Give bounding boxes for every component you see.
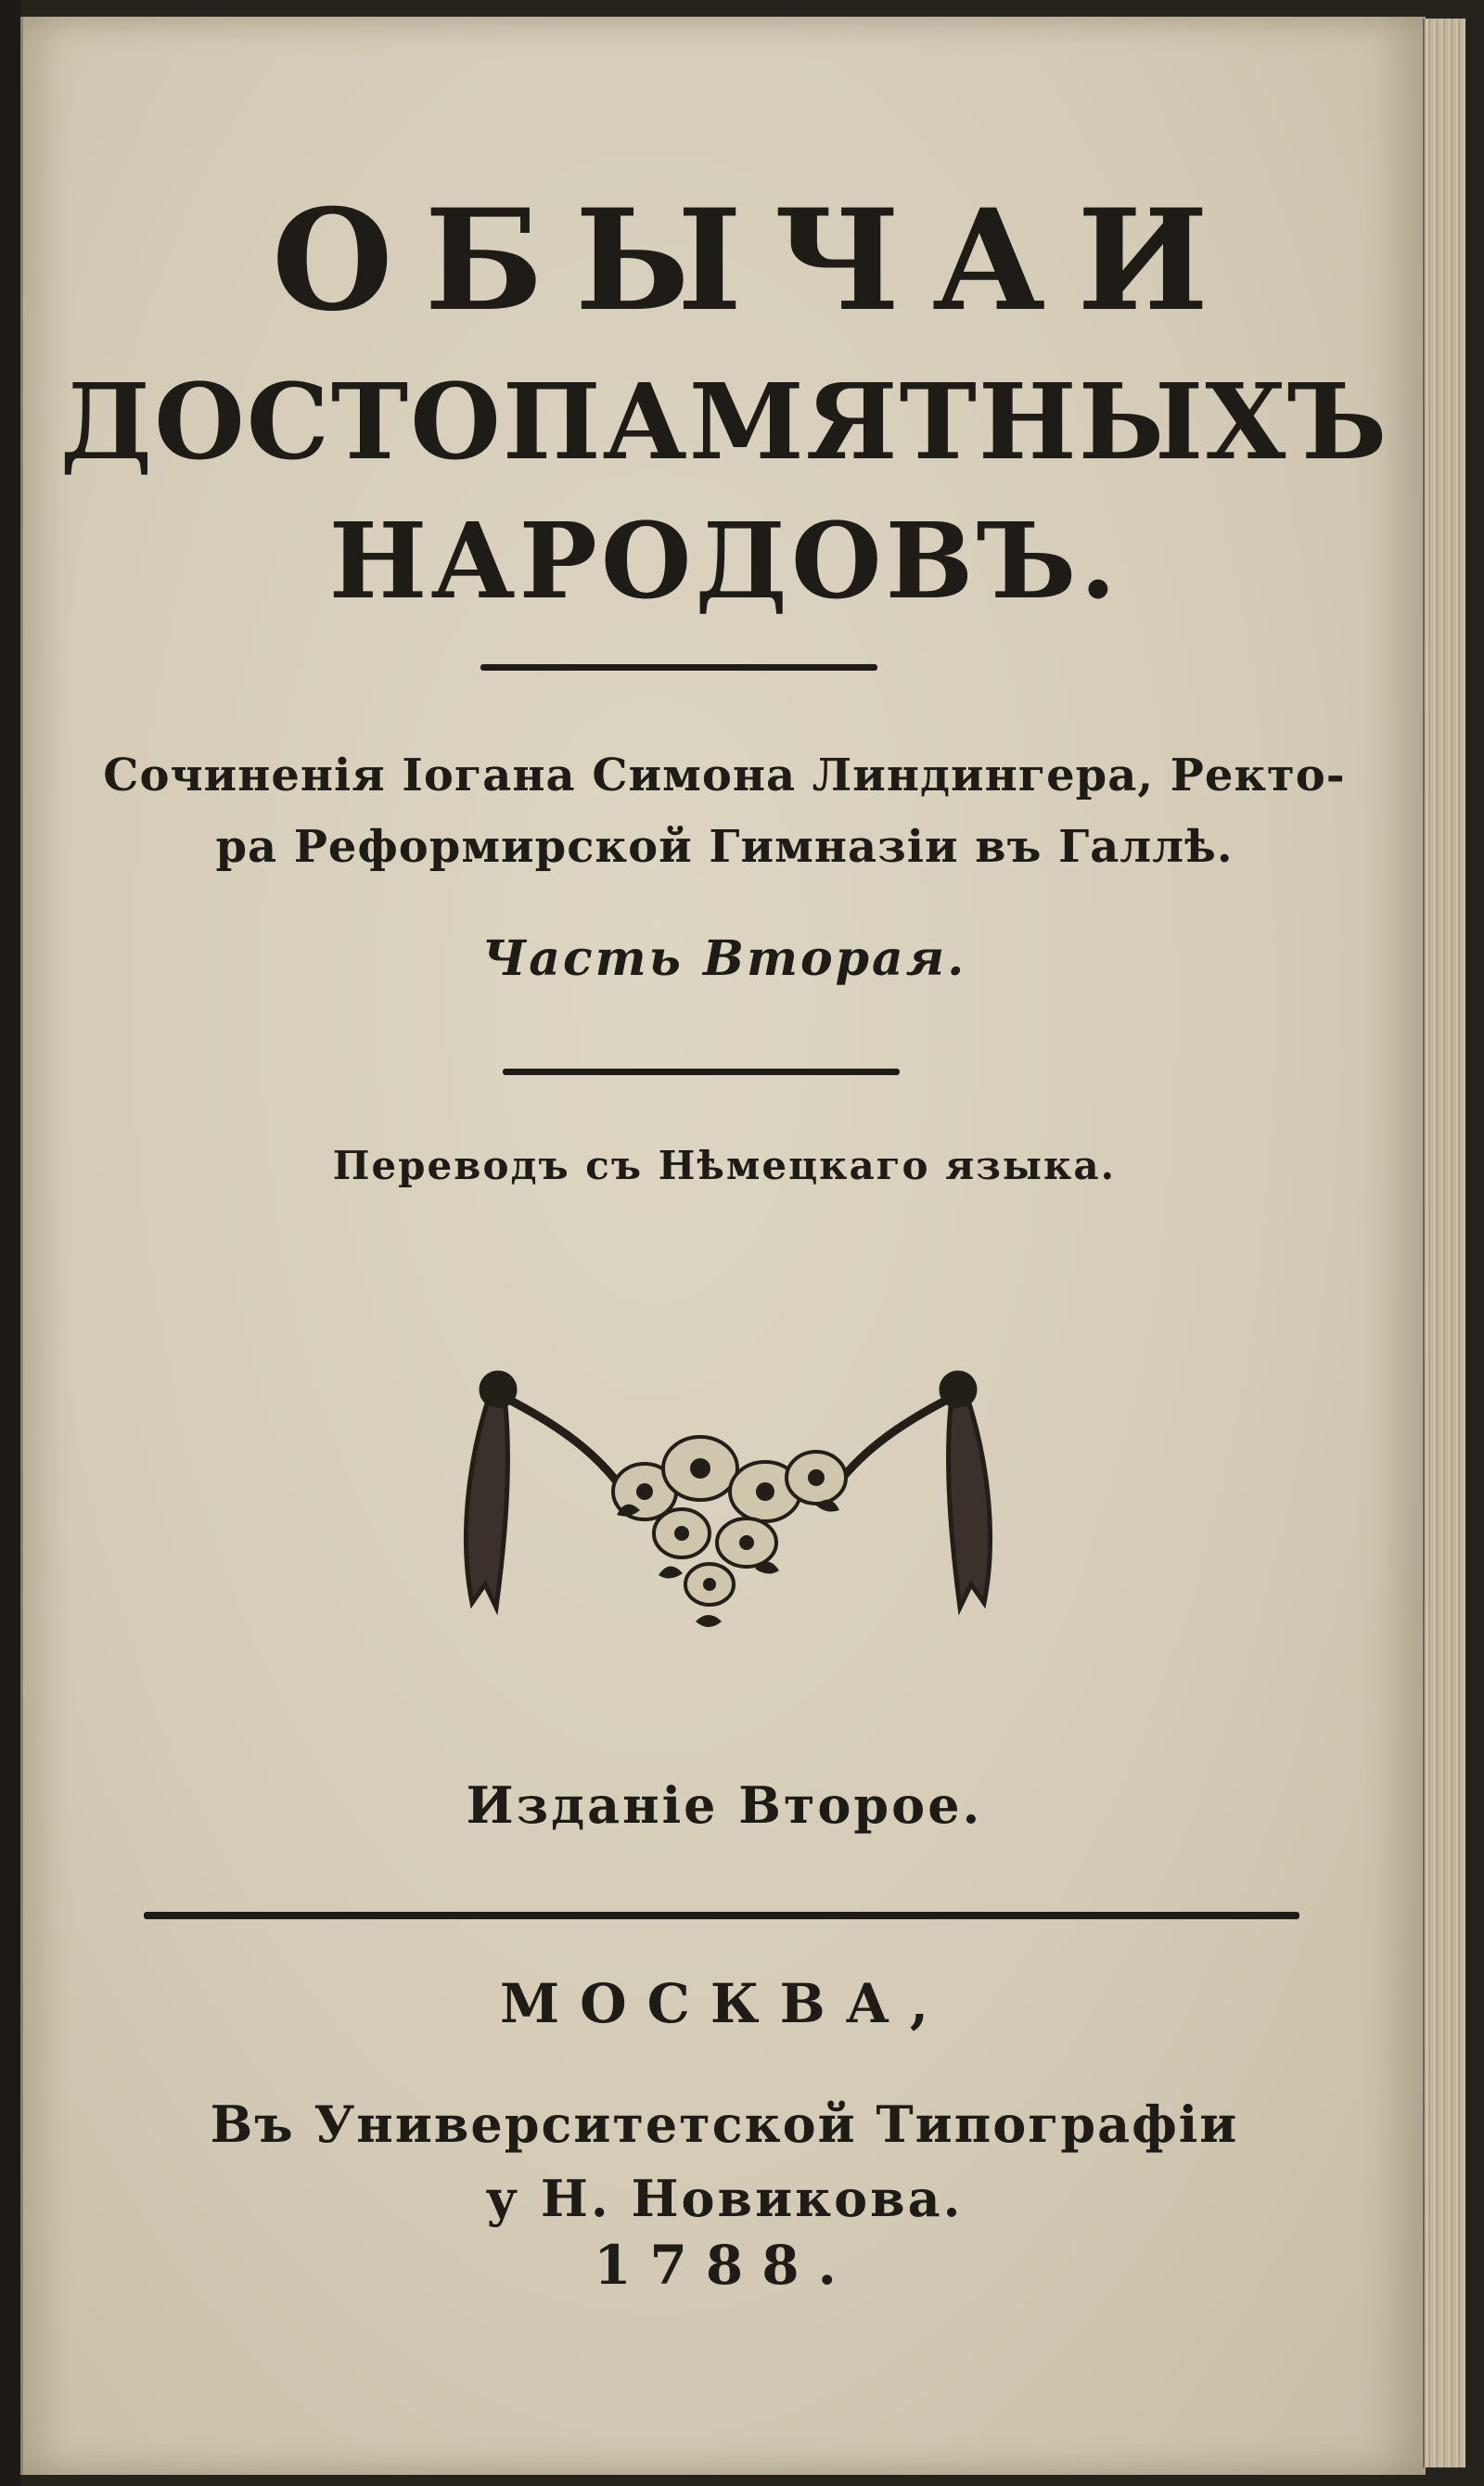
title-page-text xyxy=(23,17,1426,2475)
divider-rule xyxy=(144,1912,1299,1919)
imprint-year: 1788. xyxy=(594,2234,855,2297)
imprint-city: МОСКВА, xyxy=(499,1972,950,2035)
part-label: Часть Вторая. xyxy=(481,930,967,987)
title-page xyxy=(20,17,1426,2475)
imprint-printer-line-1: Въ Университетской Типографіи xyxy=(210,2095,1239,2154)
title-line-1: ОБЫЧАИ xyxy=(272,179,1240,342)
author-line-2: ра Реформирской Гимназіи въ Галлѣ. xyxy=(215,821,1234,873)
divider-rule xyxy=(503,1069,900,1075)
edition-label: Изданіе Второе. xyxy=(466,1775,983,1835)
divider-rule xyxy=(480,664,877,671)
page-edges xyxy=(1423,19,1465,2467)
imprint-printer-line-2: у Н. Новикова. xyxy=(485,2169,964,2228)
author-line-1: Сочиненія Іогана Симона Линдингера, Ректо- xyxy=(103,750,1346,801)
title-line-3: НАРОДОВЪ. xyxy=(328,501,1120,622)
floral-garland-vignette-icon xyxy=(459,1352,997,1649)
translation-note: Переводъ съ Нѣмецкаго языка. xyxy=(332,1143,1117,1188)
book-spine xyxy=(0,0,20,2486)
title-line-2: ДОСТОПАМЯТНЫХЪ xyxy=(59,362,1389,483)
